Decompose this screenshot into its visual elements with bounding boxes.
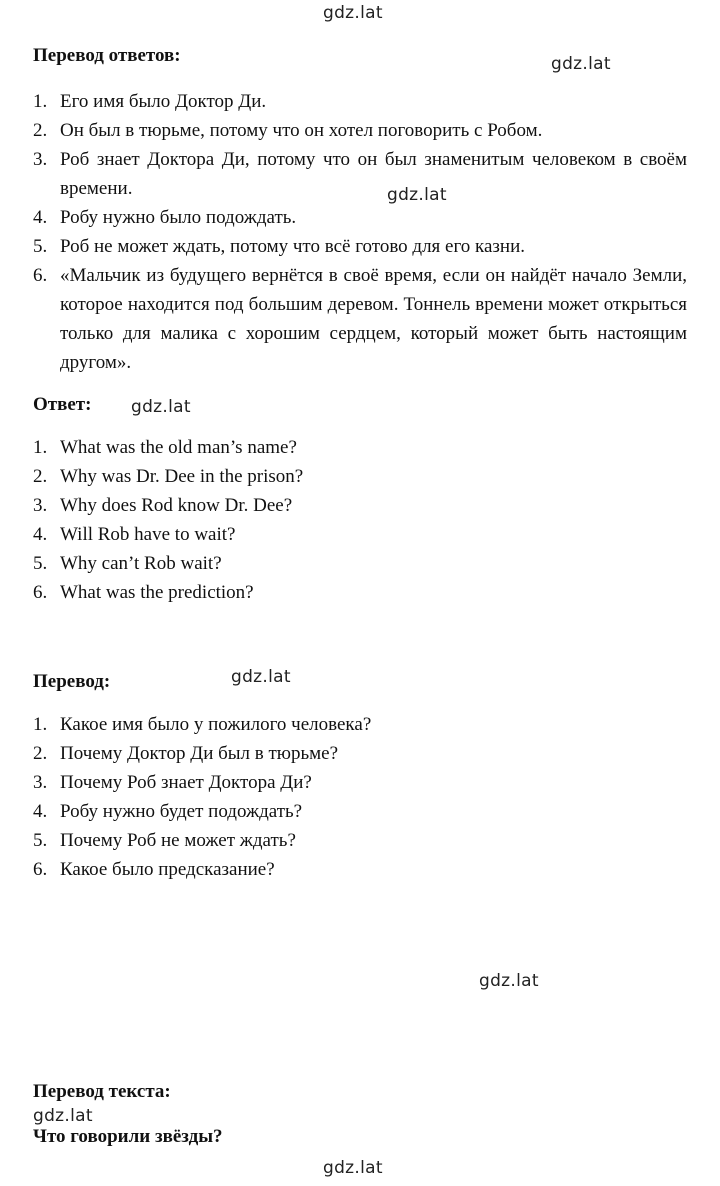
watermark: gdz.lat — [479, 971, 539, 991]
list-item: 3. Роб знает Доктора Ди, потому что он был знаменитым человеком в своём времени. — [33, 149, 687, 199]
list-item: 4. Робу нужно было подождать. — [33, 207, 297, 228]
watermark: gdz.lat — [387, 185, 447, 205]
answer-heading: Ответ: — [33, 394, 92, 415]
list-item: 6. «Мальчик из будущего вернётся в своё время, если он найдёт начало Земли, которое находится под большим деревом. Тоннель времени может открыться только для малика с хорошим сердцем, который может быть настоящим другом». — [33, 265, 687, 373]
watermark: gdz.lat — [231, 667, 291, 687]
list-item: 6. Какое было предсказание? — [33, 859, 275, 880]
list-item: 3. Why does Rod know Dr. Dee? — [33, 495, 293, 516]
text-translation-heading: Перевод текста: — [33, 1081, 171, 1102]
list-item: 2. Why was Dr. Dee in the prison? — [33, 466, 304, 487]
list-item: 1. Какое имя было у пожилого человека? — [33, 714, 372, 735]
answer-list — [33, 433, 687, 607]
translation-heading: Перевод: — [33, 671, 111, 692]
text-translation-subtitle: Что говорили звёзды? — [33, 1126, 223, 1147]
answers-translation-heading: Перевод ответов: — [33, 45, 181, 66]
list-item: 4. Will Rob have to wait? — [33, 524, 236, 545]
watermark: gdz.lat — [551, 54, 611, 74]
list-item: 5. Почему Роб не может ждать? — [33, 830, 296, 851]
list-item: 6. What was the prediction? — [33, 582, 254, 603]
list-item: 1. What was the old man’s name? — [33, 437, 297, 458]
translation-list — [33, 710, 687, 884]
list-item: 5. Роб не может ждать, потому что всё готово для его казни. — [33, 236, 526, 257]
list-item: 1. Его имя было Доктор Ди. — [33, 91, 267, 112]
list-item: 2. Почему Доктор Ди был в тюрьме? — [33, 743, 339, 764]
answers-translation-list — [33, 87, 687, 377]
list-item: 5. Why can’t Rob wait? — [33, 553, 222, 574]
watermark: gdz.lat — [323, 3, 383, 23]
list-item: 4. Робу нужно будет подождать? — [33, 801, 303, 822]
watermark: gdz.lat — [131, 397, 191, 417]
watermark: gdz.lat — [33, 1106, 93, 1126]
watermark: gdz.lat — [323, 1158, 383, 1178]
list-item: 2. Он был в тюрьме, потому что он хотел поговорить с Робом. — [33, 120, 543, 141]
list-item: 3. Почему Роб знает Доктора Ди? — [33, 772, 312, 793]
